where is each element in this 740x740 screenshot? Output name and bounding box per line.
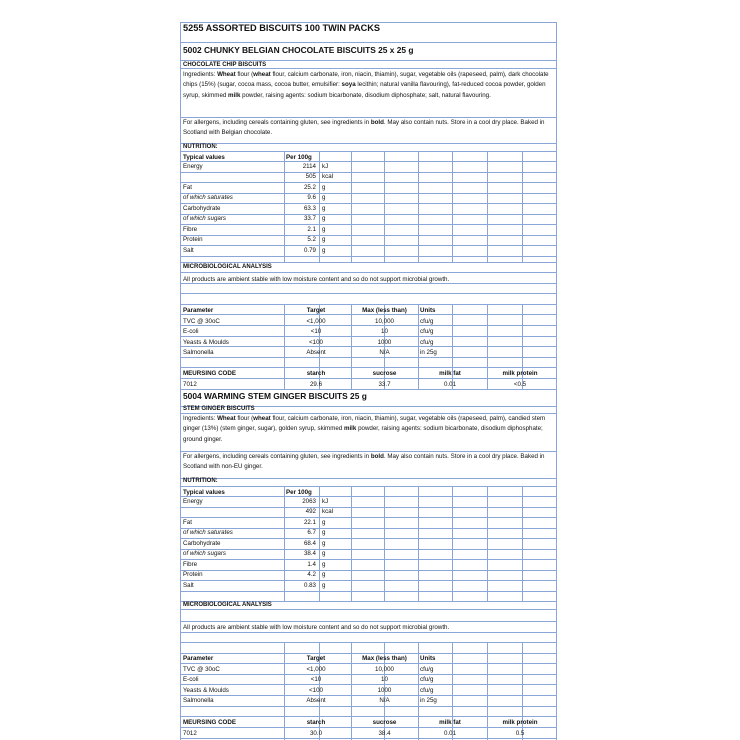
meursing-header-cell: MEURSING CODE [183,719,236,726]
spec-sheet [180,22,557,740]
product-1-micro-heading: MICROBIOLOGICAL ANALYSIS [183,264,272,270]
meursing-cell: 30.0 [309,729,323,737]
grid-row-line [180,591,557,592]
micro-header-cell: Max (less than) [362,307,407,314]
meursing-header-cell: milk protein [502,370,538,377]
grid-col-line [452,151,453,262]
micro-cell: Salmonella [183,349,214,356]
nutrition-unit: g [322,236,326,244]
product-2-micro-note: All products are ambient stable with low moisture content and so do not support microbial growth. [183,624,450,631]
grid-row-line [180,172,557,173]
text-run: bold [370,453,384,460]
micro-header-cell: Parameter [183,655,214,662]
product-2-micro-heading: MICROBIOLOGICAL ANALYSIS [183,602,272,608]
grid-row-line [180,716,557,717]
product-2-title: 5004 WARMING STEM GINGER BISCUITS 25 g [183,391,367,401]
micro-cell: cfu/g [420,686,434,694]
nutrition-label: Salt [183,581,194,589]
product-2-allergens [183,452,555,473]
grid-row-line [180,486,557,487]
meursing-header-cell: sucrose [372,719,397,726]
product-1-ingredients [183,70,555,101]
grid-col-line [180,22,181,740]
text-run: wheat [253,71,271,78]
micro-header-cell: Target [306,655,326,662]
micro-cell: E-coli [183,328,199,335]
product-1-nutrition-heading: NUTRITION: [183,144,218,150]
meursing-cell: 38.4 [378,729,391,737]
nutrition-value: 22.1 [303,518,316,526]
micro-cell: <1,000 [306,317,326,325]
micro-header-cell: Max (less than) [362,655,407,662]
meursing-header-cell: MEURSING CODE [183,370,236,377]
nutrition-unit: g [322,215,326,223]
product-1-micro-note: All products are ambient stable with low moisture content and so do not support microbial growth. [183,276,450,283]
grid-col-line [351,151,352,262]
meursing-header-cell: milk protein [502,719,538,726]
micro-cell: <10 [310,328,322,335]
text-run: powder, raising agents: sodium bicarbonate, disodium diphosphate; ground ginger. [183,425,543,443]
nutrition-value: 68.4 [303,539,316,547]
micro-cell: 10,000 [375,665,394,673]
nutrition-value: 63.3 [303,204,316,212]
grid-col-line [319,486,320,601]
grid-row-line [180,256,557,257]
grid-row-line [180,68,557,69]
micro-cell: E-coli [183,676,199,683]
nutrition-value: 25.2 [303,183,316,191]
grid-row-line [180,706,557,707]
nutrition-label: Energy [183,498,203,505]
nutrition-unit: kcal [322,173,334,181]
grid-row-line [180,507,557,508]
product-1-title: 5002 CHUNKY BELGIAN CHOCOLATE BISCUITS 25 x 25 g [183,45,414,55]
micro-cell: N/A [379,349,390,356]
text-run: soya [341,81,356,89]
micro-header-cell: Units [420,655,436,662]
meursing-header-cell: milk fat [439,370,461,377]
grid-row-line [180,262,557,263]
grid-col-line [452,486,453,601]
nutrition-unit: g [322,204,326,212]
meursing-header-cell: sucrose [372,370,397,377]
nutrition-unit: g [322,246,326,254]
micro-cell: TVC @ 30oC [183,665,220,673]
micro-cell: in 25g [420,349,437,356]
grid-col-line [418,151,419,262]
product-2-nutrition-col-per100: Per 100g [286,489,312,496]
micro-cell: Salmonella [183,697,214,704]
grid-row-line [180,609,557,610]
nutrition-value: 492 [305,508,316,516]
product-1-allergens [183,118,555,139]
micro-cell: cfu/g [420,665,434,673]
grid-row-line [180,272,557,273]
nutrition-label: of which sugars [183,215,226,223]
meursing-header-cell: starch [306,719,326,726]
document-title: 5255 ASSORTED BISCUITS 100 TWIN PACKS [183,23,381,33]
grid-row-line [180,367,557,368]
nutrition-value: 5.2 [307,236,316,244]
product-2-nutrition-heading: NUTRITION: [183,478,218,484]
text-run: flour, calcium carbonate, iron, niacin, thiamin), sugar, vegetable oils (rapeseed, palm), dark chocolate chips (15%) (sugar, cocoa mass, cocoa butter, emulsifier: [183,71,549,89]
meursing-cell: 0.5 [515,729,525,737]
meursing-cell: 0.01 [443,380,457,388]
grid-col-line [418,486,419,601]
nutrition-unit: g [322,539,326,547]
micro-cell: 10 [381,676,388,683]
meursing-header-cell: starch [306,370,326,377]
nutrition-label: Fibre [183,225,198,233]
grid-row-line [180,60,557,61]
nutrition-value: 6.7 [307,529,316,537]
micro-cell: cfu/g [420,338,434,346]
grid-row-line [180,478,557,479]
micro-cell: N/A [379,697,390,704]
text-run: flour ( [235,415,254,422]
nutrition-label: of which saturates [183,194,233,202]
text-run: flour ( [235,71,254,78]
product-1-nutrition-col-per100: Per 100g [286,154,312,161]
meursing-cell: 33.7 [378,380,391,388]
nutrition-label: Carbohydrate [183,539,221,547]
text-run: milk [228,91,241,99]
nutrition-value: 0.83 [303,581,316,589]
meursing-cell: 7012 [183,380,197,388]
product-1-nutrition-col-label: Typical values [183,154,225,161]
grid-col-line [418,304,419,389]
nutrition-label: Fat [183,518,192,526]
grid-col-line [319,151,320,262]
nutrition-label: of which sugars [183,550,226,558]
micro-cell: <1,000 [306,665,326,673]
micro-cell: 1000 [377,686,392,694]
micro-cell: 10,000 [375,317,394,325]
grid-row-line [180,304,557,305]
nutrition-unit: g [322,225,326,233]
nutrition-label: Protein [183,571,203,579]
grid-col-line [384,486,385,601]
nutrition-value: 4.2 [307,571,316,579]
nutrition-label: of which saturates [183,529,233,537]
text-run: Ingredients: [183,71,218,78]
micro-cell: in 25g [420,697,437,704]
product-2-subtitle: STEM GINGER BISCUITS [183,406,255,412]
meursing-cell: <0.5 [513,380,527,388]
nutrition-value: 1.4 [307,560,316,568]
micro-cell: Absent [306,349,326,356]
text-run: Ingredients: [183,415,218,422]
micro-cell: Absent [306,697,326,704]
micro-cell: <10 [310,676,322,683]
text-run: . May also contain nuts. Store in a cool dry place. Baked in Scotland with Belgian chocolate. [183,119,545,137]
micro-cell: <100 [309,686,323,694]
nutrition-unit: g [322,529,326,537]
micro-cell: Yeasts & Moulds [183,338,229,346]
grid-row-line [180,621,557,622]
nutrition-value: 505 [305,173,316,181]
text-run: bold [370,119,384,126]
grid-col-line [284,304,285,389]
nutrition-value: 2114 [302,163,316,170]
product-2-ingredients [183,414,555,445]
grid-row-line [180,42,557,43]
nutrition-unit: g [322,560,326,568]
nutrition-label: Salt [183,246,194,254]
nutrition-value: 2.1 [307,225,316,233]
micro-cell: cfu/g [420,676,434,683]
text-run: For allergens, including cereals containing gluten, see ingredients in [183,453,371,460]
micro-cell: <100 [309,338,323,346]
text-run: Wheat [217,71,236,78]
text-run: powder, raising agents: sodium bicarbonate, disodium diphosphate; salt, natural flavouring. [240,91,491,99]
nutrition-label: Fat [183,183,192,191]
text-run: milk [343,425,357,433]
grid-col-line [351,486,352,601]
grid-col-line [384,151,385,262]
text-run: Wheat [217,415,236,422]
nutrition-unit: g [322,518,326,526]
micro-header-cell: Target [306,307,326,314]
nutrition-label: Carbohydrate [183,204,221,212]
grid-row-line [180,293,557,294]
nutrition-unit: kJ [322,498,329,505]
nutrition-value: 0.79 [303,246,316,254]
meursing-cell: 7012 [183,729,197,737]
nutrition-label: Energy [183,163,203,170]
nutrition-value: 33.7 [303,215,316,223]
text-run: For allergens, including cereals containing gluten, see ingredients in [183,119,371,126]
micro-cell: TVC @ 30oC [183,317,220,325]
nutrition-unit: g [322,550,326,558]
micro-header-cell: Parameter [183,307,214,314]
grid-row-line [180,151,557,152]
micro-cell: 1000 [377,338,392,346]
text-run: wheat [253,415,271,422]
nutrition-unit: kcal [322,508,334,516]
meursing-cell: 29.6 [309,380,323,388]
text-run: flour, calcium carbonate, iron, niacin, thiamin), sugar, vegetable oils (rapeseed, palm), candied stem ginger (13%) (stem ginger, sugar), golden syrup, skimmed [183,415,546,433]
nutrition-value: 2063 [302,498,316,505]
micro-cell: cfu/g [420,317,434,325]
grid-row-line [180,143,557,144]
grid-col-line [418,642,419,740]
micro-cell: 10 [381,328,388,335]
nutrition-label: Fibre [183,560,198,568]
grid-col-line [522,151,523,262]
grid-col-line [487,151,488,262]
nutrition-value: 38.4 [303,550,316,558]
grid-col-line [284,486,285,601]
nutrition-unit: g [322,194,326,202]
nutrition-value: 9.6 [307,194,316,202]
text-run: . May also contain nuts. Store in a cool dry place. Baked in Scotland with non-EU ginger. [183,453,545,471]
product-1-subtitle: CHOCOLATE CHIP BISCUITS [183,62,267,68]
meursing-header-cell: milk fat [439,719,461,726]
nutrition-label: Protein [183,236,203,244]
grid-col-line [284,642,285,740]
micro-cell: cfu/g [420,328,434,335]
grid-col-line [284,151,285,262]
text-run: lecithin; natural vanilla flavouring), fat-reduced cocoa powder, golden syrup, skimmed [183,81,546,99]
micro-header-cell: Units [420,307,436,314]
grid-col-line [556,22,557,740]
grid-col-line [522,486,523,601]
nutrition-unit: g [322,581,326,589]
grid-row-line [180,642,557,643]
product-2-nutrition-col-label: Typical values [183,489,225,496]
nutrition-unit: kJ [322,163,329,170]
nutrition-unit: g [322,183,326,191]
micro-cell: Yeasts & Moulds [183,686,229,694]
meursing-cell: 0.01 [443,729,457,737]
grid-col-line [487,486,488,601]
nutrition-unit: g [322,571,326,579]
